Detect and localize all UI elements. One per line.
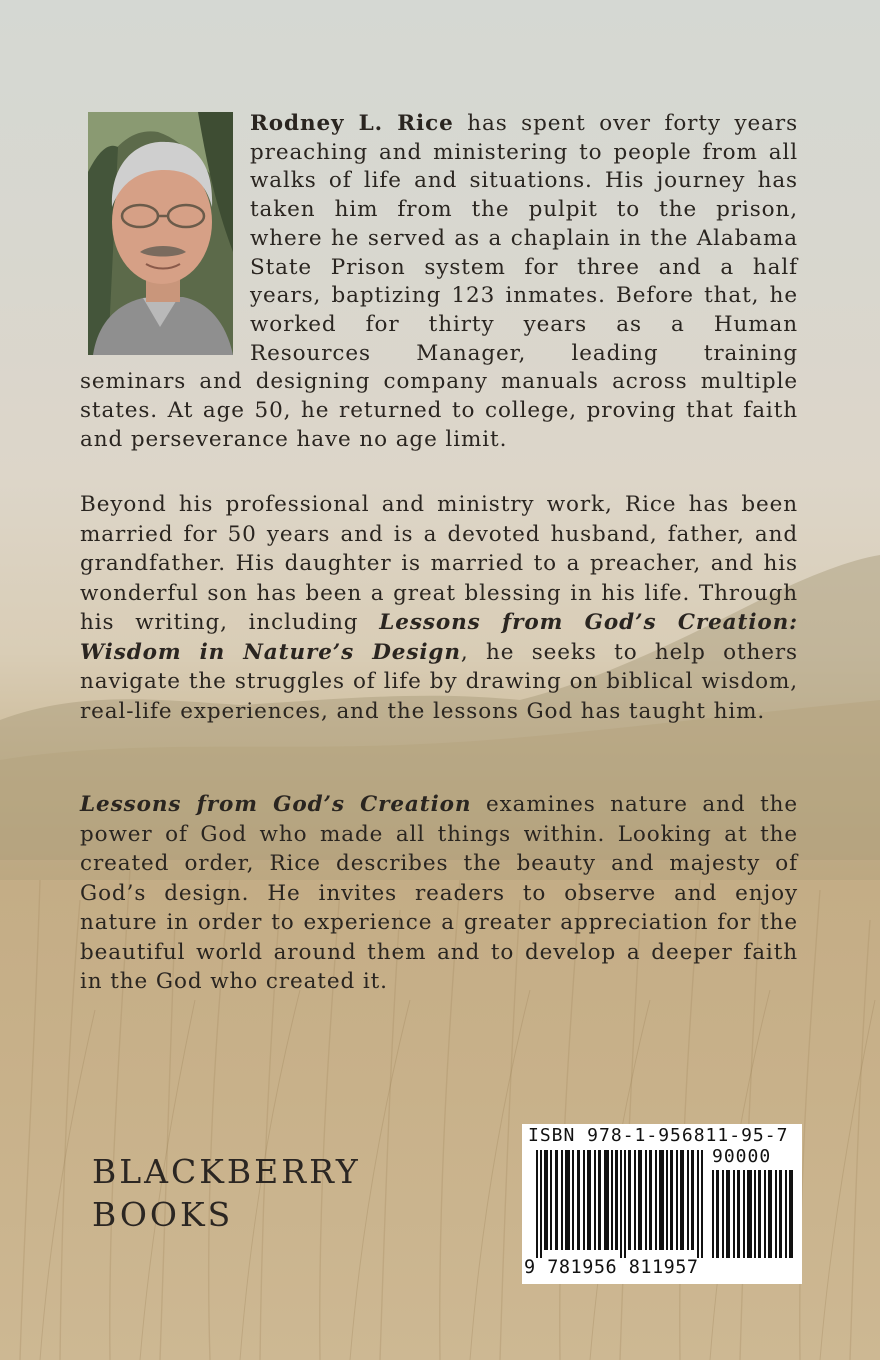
isbn-number: ISBN 978-1-956811-95-7: [528, 1125, 789, 1146]
bio-text: has spent over forty years preaching and ministering to people from all walks of life and situations. His journey has taken him from the pulpit to the prison, where he served as a chaplain in the Alabama State Prison system for three and a half years, baptizing 123 inmates. Before that, he worked for thirty years as a Human Resources Manager, leading training seminars and designing company manuals across multiple states. At age 50, he returned to college, proving that faith and perseverance have no age limit.: [80, 111, 799, 452]
price-code: 90000: [712, 1146, 772, 1167]
family-text-end: , he seeks to help others navigate the struggles of life by drawing on biblical wisdom, real-life experiences, and the lessons God has taught him.: [80, 639, 798, 724]
isbn-barcode: [522, 1124, 802, 1284]
description-text: examines nature and the power of God who made all things within. Looking at the created order, Rice describes the beauty and majesty of God’s design. He invites readers to observe and enjoy nature in order to experience a greater appreciation for the beautiful world around them and to develop a deeper faith in the God who created it.: [80, 792, 799, 994]
publisher-logo: [92, 1150, 361, 1236]
book-description-paragraph: [80, 790, 798, 997]
family-text-start: Beyond his professional and ministry work, Rice has been married for 50 years and is a devoted husband, father, and grandfather. His daughter is married to a preacher, and his wonderful son has been a great blessing in his life. Through his writing, including: [80, 492, 798, 635]
book-title-short: Lessons from God’s Creation: [80, 792, 472, 817]
author-name: Rodney L. Rice: [250, 111, 454, 136]
publisher-line-2: BOOKS: [92, 1195, 234, 1234]
author-bio-paragraph: [80, 110, 798, 454]
book-title-full: Lessons from God’s Creation: Wisdom in Nature’s Design: [80, 610, 798, 665]
publisher-line-1: BLACKBERRY: [92, 1152, 361, 1191]
photo-wrap-spacer: [80, 110, 250, 368]
barcode-digits: 9 781956 811957: [524, 1257, 699, 1278]
family-paragraph: [80, 490, 798, 726]
